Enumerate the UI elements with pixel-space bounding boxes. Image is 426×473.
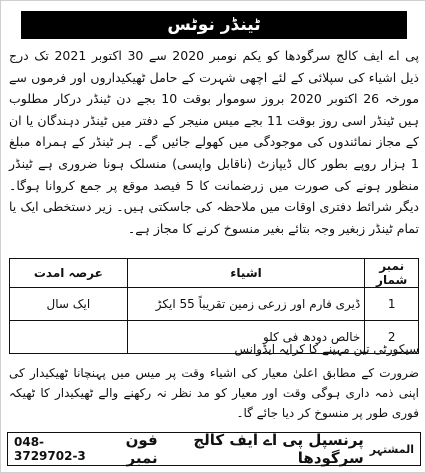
phone-number: 048-3729702-3 (14, 435, 86, 463)
notice-title: ٹینڈر نوٹس (167, 15, 261, 35)
notice-title-bar (21, 11, 407, 39)
header-items: اشیاء (127, 259, 365, 288)
notice-body-text: پی اے ایف کالج سرگودھا کو یکم نومبر 2020 سے 30 اکتوبر 2021 تک درج ذیل اشیاء کی سپلائی کے لئے اچھی شہرت کے حامل ٹھیکیداروں اور فرموں سے مورخہ 26 اکتوبر 2020 بروز سوموار بوقت 10 بجے دن ٹینڈر درکار مطلوب ہیں ٹینڈر اسی روز بوقت 11 بجے میس منیجر کے دفتر میں ٹینڈر دہندگان یا ان کے مجاز نمائندوں کی موجودگی میں کھولے جائیں گے۔ ہر ٹینڈر کے ہمراہ مبلغ 1 ہزار روپے بطور کال ڈیپازٹ (ناقابل واپسی) منسلک ہونا ضروری ہے ٹینڈر منظور ہونے کی صورت میں زرضمانت کا 5 فیصد موقع پر جمع کروانا ہوگا۔ دیگر شرائط دفتری اوقات میں ملاحظہ کی جاسکتی ہیں۔ زیر دستخطی ایک یا تمام ٹینڈر زبغیر وجہ بتائے بغیر منسوخ کرنے کا مجاز ہے۔ (9, 48, 420, 236)
header-period: عرصہ امدت (10, 259, 128, 288)
advertiser-name: پرنسپل پی اے ایف کالج سرگودھا (193, 431, 364, 467)
advertiser-footer (7, 432, 421, 466)
row-serial-number: 2 (365, 321, 419, 354)
row-serial-number: 1 (365, 288, 419, 321)
table-row (10, 288, 419, 321)
row-item: خالص دودھ فی کلو (127, 321, 365, 354)
conditions-paragraph: ضرورت کے مطابق اعلیٰ معیار کی اشیاء وقت پر میس میں پہنچانا ٹھیکیدار کی اپنی ذمہ داری ہوگی وقت اور معیار کو مد نظر نہ رکھنے والے ٹھیکیدار کا ٹھیکہ فوری طور پر منسوخ کر دیا جائے گا۔ (9, 366, 419, 420)
security-note: سیکورٹی تین مہینے کا کرایہ ایڈوانس (234, 342, 419, 356)
header-serial-number: نمبر شمار (365, 259, 419, 288)
row-period: ایک سال (10, 288, 128, 321)
phone-label: فون نمبر (125, 431, 158, 467)
row-item: ڈیری فارم اور زرعی زمین تقریباً 55 ایکڑ (127, 288, 365, 321)
advertiser-signature-block (101, 431, 414, 467)
table-header-row (10, 259, 419, 288)
advertiser-label: المشتہر (369, 442, 414, 456)
